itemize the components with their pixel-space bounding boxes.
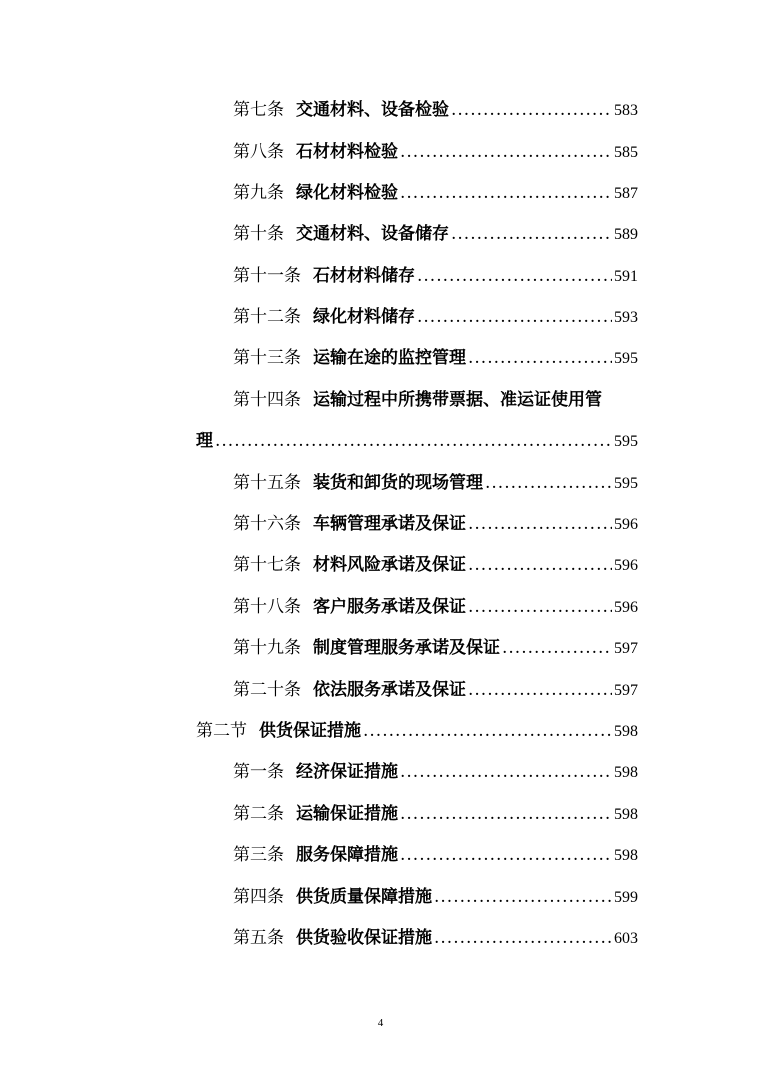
toc-entry-page: 583 <box>614 102 638 119</box>
toc-entry-number: 第二十条 <box>233 680 301 700</box>
toc-entry-number: 第十八条 <box>233 597 301 617</box>
toc-entry-title: 服务保障措施 <box>296 845 398 865</box>
toc-leader-dots <box>451 224 612 244</box>
toc-entry-title: 石材材料检验 <box>296 142 398 162</box>
toc-leader-dots <box>451 100 612 120</box>
toc-entry[interactable] <box>233 302 638 332</box>
toc-entry-title: 供货质量保障措施 <box>296 887 432 907</box>
toc-entry-title: 客户服务承诺及保证 <box>313 597 466 617</box>
toc-entry-title: 运输保证措施 <box>296 804 398 824</box>
toc-leader-dots <box>468 514 612 534</box>
toc-leader-dots <box>363 721 612 741</box>
toc-entry-page: 599 <box>614 889 638 906</box>
toc-section-entry[interactable] <box>196 716 638 746</box>
toc-entry-number: 第二条 <box>233 804 284 824</box>
toc-entry-page: 597 <box>614 682 638 699</box>
toc-entry-page: 598 <box>614 723 638 740</box>
toc-entry-number: 第十六条 <box>233 514 301 534</box>
toc-entry-wrapped-second-line[interactable] <box>196 426 638 456</box>
toc-entry-number: 第一条 <box>233 762 284 782</box>
toc-leader-dots <box>400 762 612 782</box>
toc-entry-number: 第十九条 <box>233 638 301 658</box>
toc-entry-title: 绿化材料储存 <box>313 307 415 327</box>
toc-entry-number: 第七条 <box>233 100 284 120</box>
toc-leader-dots <box>468 597 612 617</box>
toc-entry-title: 材料风险承诺及保证 <box>313 555 466 575</box>
toc-entry-title: 绿化材料检验 <box>296 183 398 203</box>
toc-entry-title: 制度管理服务承诺及保证 <box>313 638 500 658</box>
toc-entry-number: 第十一条 <box>233 266 301 286</box>
toc-entry-number: 第十条 <box>233 224 284 244</box>
toc-entry-number: 第四条 <box>233 887 284 907</box>
toc-entry-number: 第十二条 <box>233 307 301 327</box>
toc-leader-dots <box>400 142 612 162</box>
toc-entry-number: 第三条 <box>233 845 284 865</box>
toc-entry-title: 交通材料、设备检验 <box>296 100 449 120</box>
toc-leader-dots <box>468 555 612 575</box>
toc-entry-number: 第五条 <box>233 928 284 948</box>
toc-entry-title: 供货验收保证措施 <box>296 928 432 948</box>
toc-leader-dots <box>468 348 612 368</box>
toc-leader-dots <box>400 183 612 203</box>
toc-entry[interactable] <box>233 468 638 498</box>
toc-section-title: 供货保证措施 <box>259 721 361 741</box>
toc-entry-page: 598 <box>614 847 638 864</box>
toc-entry-title-continuation: 理 <box>196 431 213 451</box>
toc-entry-number: 第十四条 <box>233 390 301 410</box>
toc-entry[interactable] <box>233 137 638 167</box>
toc-entry-number: 第八条 <box>233 142 284 162</box>
page-number-footer: 4 <box>377 1017 384 1029</box>
toc-leader-dots <box>434 887 612 907</box>
toc-entry[interactable] <box>233 633 638 663</box>
toc-leader-dots <box>434 928 612 948</box>
toc-entry-title: 运输在途的监控管理 <box>313 348 466 368</box>
toc-entry-page: 596 <box>614 516 638 533</box>
toc-entry-page: 596 <box>614 599 638 616</box>
toc-entry-page: 598 <box>614 806 638 823</box>
toc-entry[interactable] <box>233 675 638 705</box>
toc-entry-title: 依法服务承诺及保证 <box>313 680 466 700</box>
toc-entry[interactable] <box>233 95 638 125</box>
toc-entry[interactable] <box>233 343 638 373</box>
toc-leader-dots <box>468 680 612 700</box>
toc-section-number: 第二节 <box>196 721 247 741</box>
toc-leader-dots <box>400 845 612 865</box>
toc-leader-dots <box>417 266 612 286</box>
toc-entry[interactable] <box>233 840 638 870</box>
toc-entry[interactable] <box>233 219 638 249</box>
toc-entry[interactable] <box>233 923 638 953</box>
toc-entry[interactable] <box>233 509 638 539</box>
toc-entry-number: 第九条 <box>233 183 284 203</box>
toc-entry-page: 587 <box>614 185 638 202</box>
toc-entry-page: 591 <box>614 268 638 285</box>
toc-entry[interactable] <box>233 882 638 912</box>
toc-entry-number: 第十五条 <box>233 473 301 493</box>
toc-entry-number: 第十三条 <box>233 348 301 368</box>
toc-entry[interactable] <box>233 757 638 787</box>
toc-entry-page: 585 <box>614 144 638 161</box>
toc-entry-page: 603 <box>614 930 638 947</box>
toc-entry-page: 595 <box>614 350 638 367</box>
toc-entry-title: 运输过程中所携带票据、准运证使用管 <box>313 390 602 410</box>
toc-entry-number: 第十七条 <box>233 555 301 575</box>
toc-leader-dots <box>215 431 612 451</box>
toc-entry[interactable] <box>233 178 638 208</box>
toc-entry-title: 交通材料、设备储存 <box>296 224 449 244</box>
toc-leader-dots <box>417 307 612 327</box>
toc-leader-dots <box>485 473 612 493</box>
toc-leader-dots <box>400 804 612 824</box>
toc-entry-title: 车辆管理承诺及保证 <box>313 514 466 534</box>
toc-entry-page: 595 <box>614 475 638 492</box>
toc-entry-wrapped-first-line[interactable] <box>233 385 638 415</box>
toc-entry-page: 596 <box>614 557 638 574</box>
toc-entry-page: 593 <box>614 309 638 326</box>
toc-leader-dots <box>502 638 612 658</box>
toc-entry[interactable] <box>233 592 638 622</box>
toc-entry-page: 598 <box>614 764 638 781</box>
toc-entry[interactable] <box>233 799 638 829</box>
toc-entry-page: 589 <box>614 226 638 243</box>
toc-entry-page: 597 <box>614 640 638 657</box>
toc-entry-page: 595 <box>614 433 638 450</box>
toc-entry[interactable] <box>233 261 638 291</box>
toc-entry[interactable] <box>233 550 638 580</box>
toc-entry-title: 石材材料储存 <box>313 266 415 286</box>
toc-entry-title: 经济保证措施 <box>296 762 398 782</box>
toc-entry-title: 装货和卸货的现场管理 <box>313 473 483 493</box>
